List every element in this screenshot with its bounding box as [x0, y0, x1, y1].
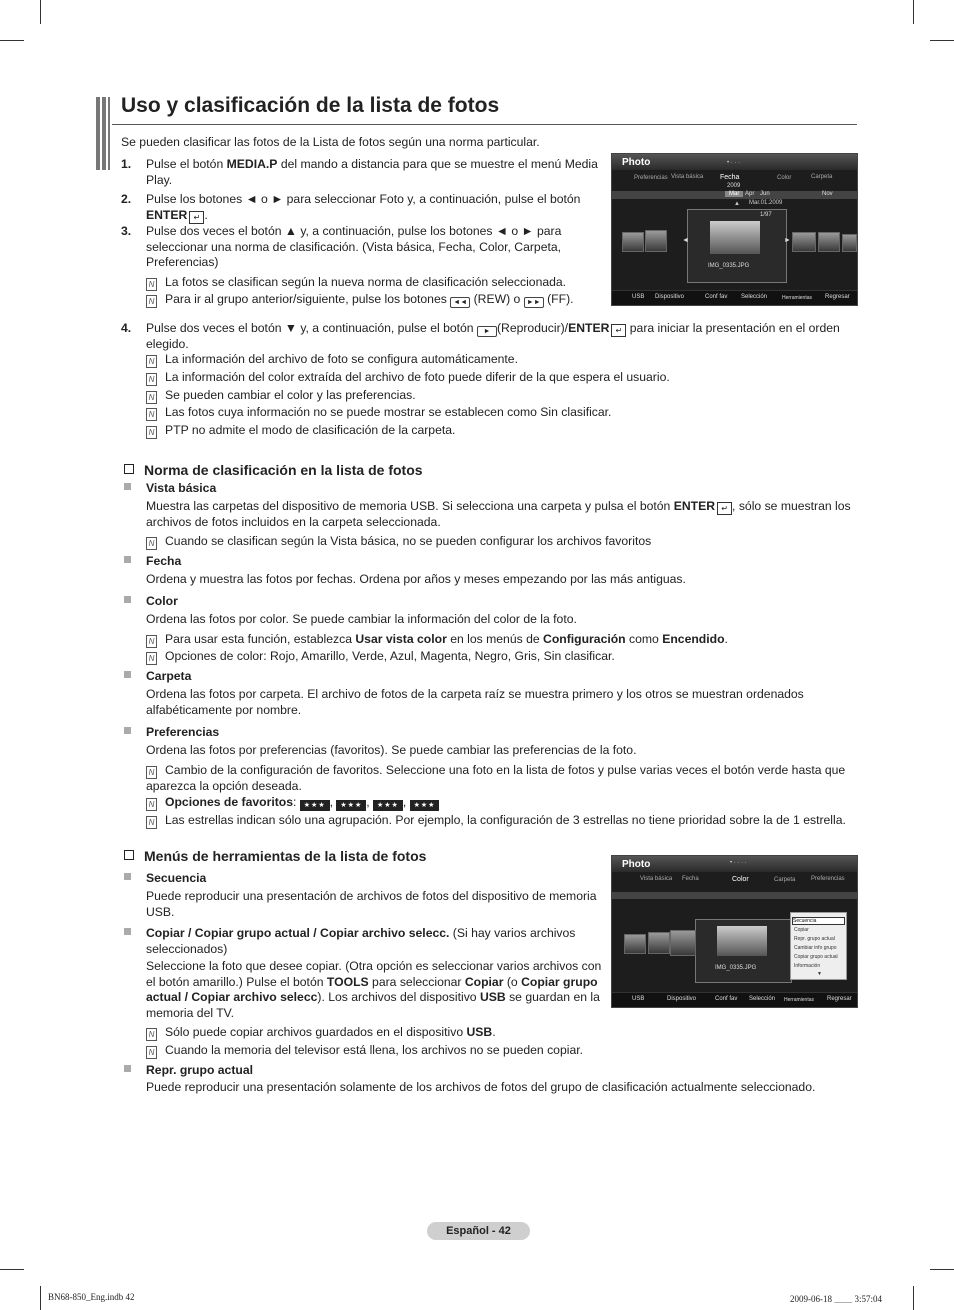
tab-vista-basica[interactable]: Vista básica [640, 876, 673, 882]
crop-mark [40, 1286, 41, 1310]
footer-dispositivo[interactable]: Dispositivo [655, 294, 685, 300]
section-heading: Norma de clasificación en la lista de fotos [124, 462, 423, 478]
note-icon: N [146, 1046, 157, 1059]
tab-color[interactable]: Color [732, 876, 749, 883]
step-2-text: Pulse los botones ◄ o ► para seleccionar Foto y, a continuación, pulse el botón ENTER ↵ . [146, 192, 581, 222]
intro-text: Se pueden clasificar las fotos de la Lista de fotos según una norma particular. [121, 135, 540, 149]
screen-title: Photo [622, 859, 651, 870]
note-icon: N [146, 652, 157, 665]
thumbnail[interactable] [792, 232, 816, 252]
tab-fecha[interactable]: Fecha [682, 876, 699, 882]
tab-preferencias[interactable]: Preferencias [811, 876, 845, 882]
bullet-square [124, 727, 131, 734]
crop-mark [913, 1286, 914, 1310]
enter-icon: ↵ [189, 211, 204, 224]
note-icon: N [146, 766, 157, 779]
item-text: Muestra las carpetas del dispositivo de memoria USB. Si selecciona una carpeta y pulsa el botón ENTER ↵ , sólo se muestran los archivos de fotos incluidos en la carpeta seleccionada. [146, 499, 851, 529]
play-icon: ► [477, 326, 497, 337]
tab-carpeta[interactable]: Carpeta [774, 877, 796, 883]
item-label: Color [146, 594, 178, 608]
tab-carpeta[interactable]: Carpeta [811, 174, 833, 180]
crop-mark [0, 1269, 24, 1270]
step-number: 3. [121, 224, 132, 238]
item-label: Secuencia [146, 871, 207, 885]
ff-icon: ►► [524, 297, 544, 308]
month-mar[interactable]: Mar [725, 191, 743, 197]
note-icon: N [146, 635, 157, 648]
note: N La información del archivo de foto se configura automáticamente. [146, 352, 518, 368]
crop-mark [930, 40, 954, 41]
arrow-right-icon: ► [784, 237, 791, 244]
date-label: Mar.01.2009 [749, 200, 783, 206]
footer-seleccion[interactable]: Selección [749, 996, 776, 1002]
thumbnail[interactable] [648, 932, 670, 954]
footer-conf-fav[interactable]: Conf fav [715, 996, 738, 1002]
tv-screen-tools-menu [611, 855, 858, 1008]
page-dots: • · · · [727, 160, 741, 166]
thumbnail[interactable] [622, 232, 644, 252]
note: N La información del color extraída del archivo de foto puede diferir de la que espera el usuario. [146, 370, 670, 386]
footer-regresar[interactable]: Regresar [825, 294, 850, 300]
stars-1-icon: ★★★ [336, 800, 366, 811]
step-1-text: Pulse el botón MEDIA.P del mando a distancia para que se muestre el menú Media Play. [146, 157, 598, 187]
item-label: Carpeta [146, 669, 192, 683]
arrow-down-icon: ▼ [817, 971, 822, 977]
note: N La fotos se clasifican según la nueva norma de clasificación seleccionada. [146, 275, 601, 291]
footer-dispositivo[interactable]: Dispositivo [667, 996, 697, 1002]
screen-title: Photo [622, 157, 651, 168]
step-number: 4. [121, 321, 132, 335]
rew-icon: ◄◄ [450, 297, 470, 308]
tv-screen-photo-list [611, 153, 858, 306]
filename: IMG_0335.JPG [708, 263, 750, 269]
note: N Se pueden cambiar el color y las preferencias. [146, 388, 416, 404]
note: N Cuando se clasifican según la Vista básica, no se pueden configurar los archivos favoritos [146, 534, 651, 550]
item-label: Copiar / Copiar grupo actual / Copiar archivo selecc. (Si hay varios archivos seleccionados) [146, 926, 576, 956]
tab-fecha[interactable]: Fecha [720, 174, 740, 181]
note: N PTP no admite el modo de clasificación de la carpeta. [146, 423, 455, 439]
item-label: Fecha [146, 554, 182, 568]
thumbnail[interactable] [645, 230, 667, 252]
note-icon: N [146, 373, 157, 386]
note: N Las fotos cuya información no se puede mostrar se establecen como Sin clasificar. [146, 405, 611, 421]
note: N Cambio de la configuración de favoritos. Seleccione una foto en la lista de fotos y pulse varias veces el botón verde hasta que aparezca la opción deseada. [146, 763, 846, 793]
step-number: 1. [121, 157, 132, 171]
stars-2-icon: ★★★ [373, 800, 403, 811]
note-icon: N [146, 355, 157, 368]
month-nov[interactable]: Nov [822, 191, 833, 197]
footer-usb[interactable]: USB [632, 294, 645, 300]
filename: IMG_0335.JPG [715, 965, 757, 971]
arrow-left-icon: ◄ [682, 237, 689, 244]
year-label: 2009 [727, 183, 741, 189]
item-text: Ordena las fotos por preferencias (favoritos). Se puede cambiar las preferencias de la foto. [146, 743, 637, 757]
month-jun[interactable]: Jun [760, 191, 770, 197]
page-number: Español - 42 [427, 1222, 530, 1240]
enter-icon: ↵ [611, 324, 626, 337]
footer-usb[interactable]: USB [632, 996, 645, 1002]
thumbnail[interactable] [842, 234, 857, 252]
note-icon: N [146, 1028, 157, 1041]
crop-mark [930, 1269, 954, 1270]
stars-0-icon: ★★★ [300, 800, 330, 811]
selected-photo[interactable] [717, 926, 767, 956]
footer-herramientas[interactable]: Herramientas [784, 997, 815, 1003]
item-text: Seleccione la foto que desee copiar. (Otra opción es seleccionar varios archivos con el botón amarillo.) Pulse el botón TOOLS para seleccionar Copiar (o Copiar grupo actual / Copiar archivo selecc). Los archivos del dispositivo USB se guardan en la memoria del TV. [146, 959, 602, 1020]
page-title: Uso y clasificación de la lista de fotos [121, 94, 500, 117]
page-dots: • · · · · [730, 860, 747, 866]
stars-3-icon: ★★★ [410, 800, 440, 811]
title-rule [112, 124, 857, 125]
note-icon: N [146, 426, 157, 439]
menu-item-copiar-grupo[interactable]: Copiar grupo actual [794, 954, 838, 960]
bullet-square [124, 596, 131, 603]
selected-photo[interactable] [710, 221, 760, 254]
note: N Opciones de color: Rojo, Amarillo, Verde, Azul, Magenta, Negro, Gris, Sin clasificar. [146, 649, 615, 665]
note: N Cuando la memoria del televisor está llena, los archivos no se pueden copiar. [146, 1043, 583, 1059]
footer-file: BN68-850_Eng.indb 42 [48, 1292, 135, 1302]
bullet-square [124, 1065, 131, 1072]
step-number: 2. [121, 192, 132, 206]
step-3-text: Pulse dos veces el botón ▲ y, a continuación, pulse los botones ◄ o ► para seleccionar una norma de clasificación. (Vista básica, Fecha, Color, Carpeta, Preferencias) [146, 224, 562, 269]
item-text: Ordena las fotos por carpeta. El archivo de fotos de la carpeta raíz se muestra primero y los otros se muestran ordenados alfabéticamente por nombre. [146, 687, 804, 717]
note: N Las estrellas indican sólo una agrupación. Por ejemplo, la configuración de 3 estrellas no tiene prioridad sobre la de 1 estrella. [146, 813, 846, 829]
note: N Opciones de favoritos: ★★★ , ★★★ , ★★★ , ★★★ [146, 795, 439, 811]
note-icon: N [146, 391, 157, 404]
crop-mark [0, 40, 24, 41]
item-label: Vista básica [146, 481, 217, 495]
bullet-square [124, 928, 131, 935]
arrow-up-icon: ▲ [734, 201, 740, 207]
item-label: Preferencias [146, 725, 220, 739]
footer-herramientas[interactable]: Herramientas [782, 295, 813, 301]
menu-item-cambiar-info[interactable]: Cambiar info grupo [794, 945, 837, 951]
menu-item-secuencia[interactable]: Secuencia [792, 917, 845, 925]
item-text: Puede reproducir una presentación de archivos de fotos del dispositivo de memoria USB. [146, 889, 597, 919]
note-icon: N [146, 816, 157, 829]
footer-regresar[interactable]: Regresar [827, 996, 852, 1002]
tools-menu [790, 912, 847, 980]
bullet-square [124, 671, 131, 678]
item-text: Ordena las fotos por color. Se puede cambiar la información del color de la foto. [146, 612, 577, 626]
note-icon: N [146, 408, 157, 421]
thumbnail[interactable] [818, 232, 840, 252]
step-4-text: Pulse dos veces el botón ▼ y, a continuación, pulse el botón ► (Reproducir)/ENTER ↵ para iniciar la presentación en el orden elegido. [146, 321, 840, 351]
note: N Para ir al grupo anterior/siguiente, pulse los botones ◄◄ (REW) o ►► (FF). [146, 292, 606, 308]
tab-color[interactable]: Color [777, 175, 792, 181]
counter: 1/97 [760, 212, 772, 218]
note-icon: N [146, 295, 157, 308]
tab-vista-basica[interactable]: Vista básica [671, 174, 704, 180]
enter-icon: ↵ [717, 502, 732, 515]
crop-mark [40, 0, 41, 24]
bullet-square [124, 873, 131, 880]
tab-preferencias[interactable]: Preferencias [634, 175, 668, 181]
thumbnail[interactable] [624, 934, 646, 954]
note-icon: N [146, 278, 157, 291]
note: N Sólo puede copiar archivos guardados en el dispositivo USB. [146, 1025, 496, 1041]
footer-seleccion[interactable]: Selección [741, 294, 768, 300]
section-heading: Menús de herramientas de la lista de fotos [124, 848, 426, 864]
menu-item-informacion[interactable]: Información [794, 963, 821, 969]
note: N Para usar esta función, establezca Usar vista color en los menús de Configuración como Encendido. [146, 632, 728, 648]
footer-conf-fav[interactable]: Conf fav [705, 294, 728, 300]
item-text: Ordena y muestra las fotos por fechas. Ordena por años y meses empezando por las más antiguas. [146, 572, 686, 586]
month-apr[interactable]: Apr [745, 191, 755, 197]
footer-timestamp: 2009-06-18 ＿＿ 3:57:04 [790, 1294, 882, 1304]
note-icon: N [146, 537, 157, 550]
menu-item-copiar[interactable]: Copiar [794, 927, 809, 933]
item-text: Puede reproducir una presentación solamente de los archivos de fotos del grupo de clasificación actualmente seleccionado. [146, 1080, 816, 1094]
item-label: Repr. grupo actual [146, 1063, 253, 1077]
bullet-square [124, 483, 131, 490]
thumbnail[interactable] [670, 930, 696, 956]
crop-mark [913, 0, 914, 24]
bullet-square [124, 556, 131, 563]
menu-item-repr-grupo[interactable]: Repr. grupo actual [794, 936, 835, 942]
note-icon: N [146, 798, 157, 811]
